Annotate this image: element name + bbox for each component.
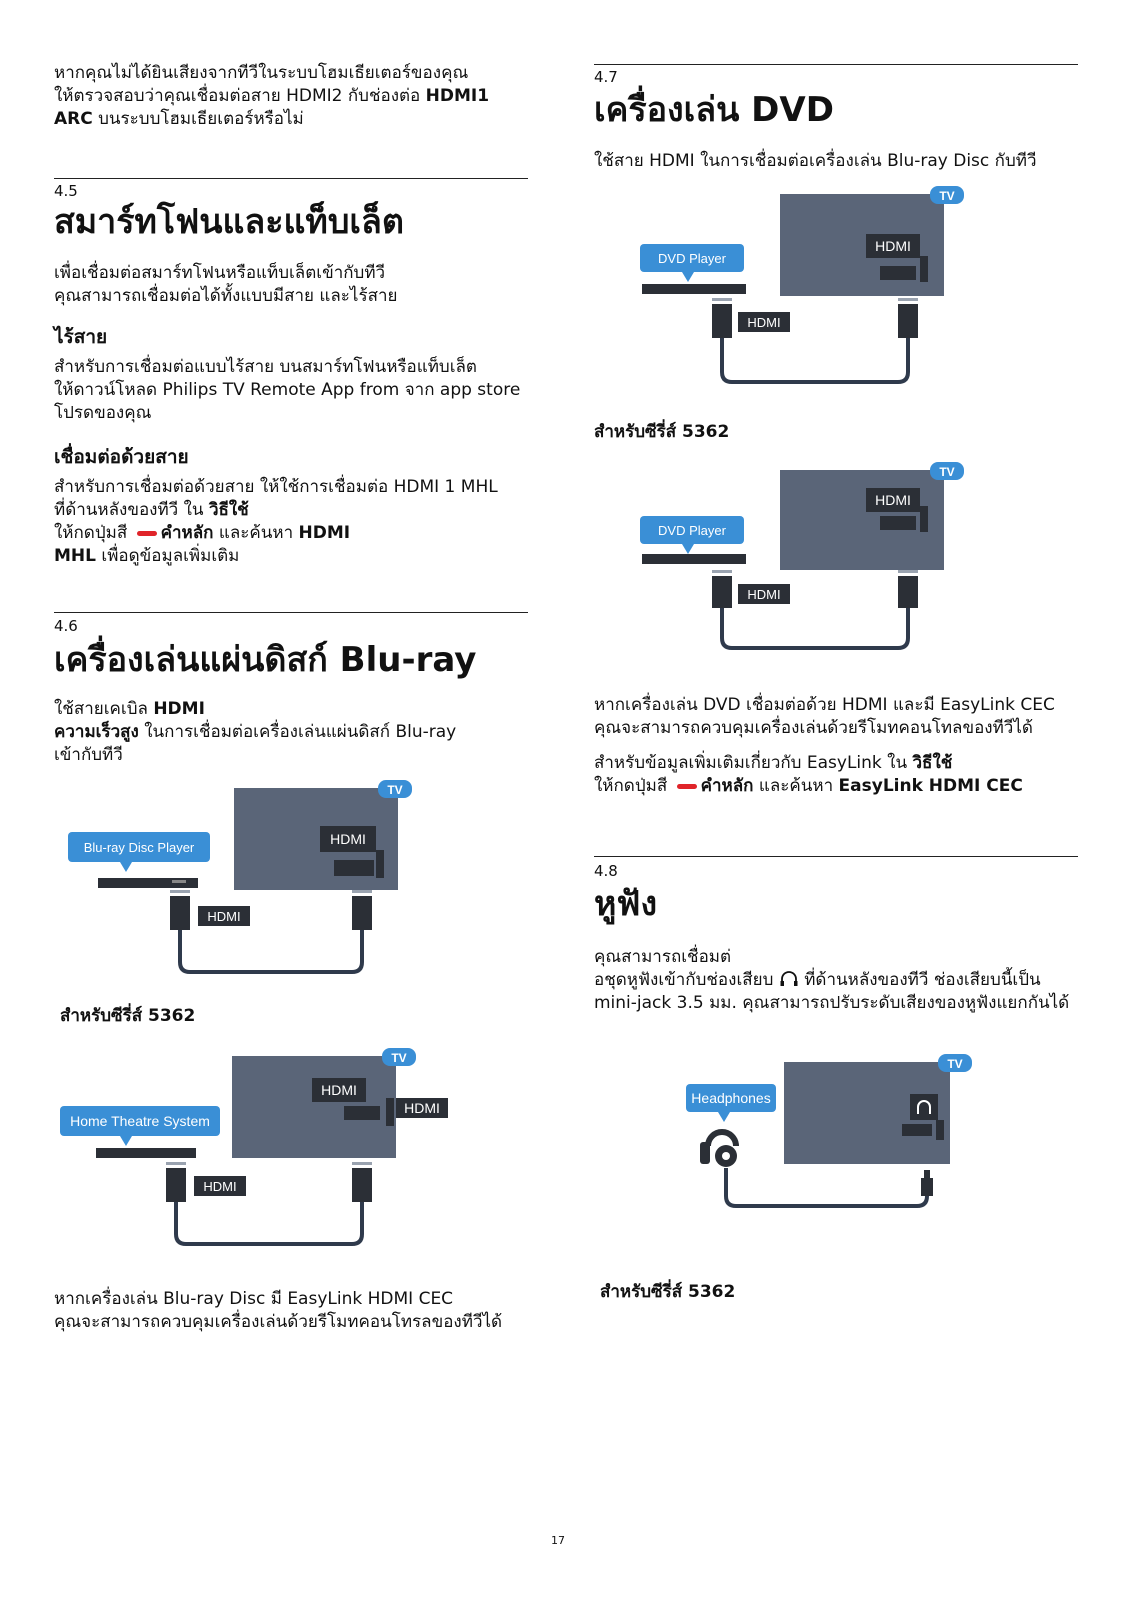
dvd-player-device [642, 554, 746, 564]
section-number: 4.7 [594, 68, 618, 86]
hdmi-port-label: HDMI [875, 492, 911, 508]
system-label: Home Theatre System [70, 1113, 210, 1129]
red-key-icon [137, 531, 157, 536]
tv-label: TV [947, 1057, 963, 1071]
section-rule-4-6 [54, 612, 528, 613]
home-theatre-device [96, 1148, 196, 1158]
tv-label: TV [391, 1051, 407, 1065]
section-title: หูฟัง [594, 884, 658, 924]
s47-footer2: สำหรับข้อมูลเพิ่มเติมเกี่ยวกับ EasyLink ใน วิธีใช้ ให้กดปุ่มสี คำหลัก และค้นหา EasyLink HDMI CEC [594, 753, 1023, 796]
section-title: เครื่องเล่น DVD [594, 90, 834, 130]
hdmi-cable [176, 1202, 362, 1244]
mini-jack-plug-icon [924, 1170, 930, 1178]
section-number: 4.8 [594, 862, 618, 880]
section-title: สมาร์ทโฟนและแท็บเล็ต [54, 202, 404, 242]
section-rule-4-8 [594, 856, 1078, 857]
section-number: 4.5 [54, 182, 78, 200]
hdmi-port-label-2: HDMI [404, 1100, 440, 1116]
tv-body [780, 470, 944, 570]
cable-label: HDMI [747, 315, 781, 330]
player-label: DVD Player [658, 523, 726, 538]
wired-body: สำหรับการเชื่อมต่อด้วยสาย ให้ใช้การเชื่อมต่อ HDMI 1 MHL ที่ด้านหลังของทีวี ใน วิธีใช้ ให้กดปุ่มสี คำหลัก และค้นหา HDMI MHL เพื่อดูข้อมูลเพิ่มเติม [54, 477, 498, 566]
tv-label: TV [939, 465, 955, 479]
wired-heading: เชื่อมต่อด้วยสาย [54, 446, 189, 468]
intro-paragraph: หากคุณไม่ได้ยินเสียงจากทีวีในระบบโฮมเธียเตอร์ของคุณ ให้ตรวจสอบว่าคุณเชื่อมต่อสาย HDMI2 กับช่องต่อ HDMI1 ARC บนระบบโฮมเธียเตอร์หรือไม่ [54, 63, 490, 129]
page-number: 17 [551, 1534, 565, 1547]
section-number: 4.6 [54, 617, 78, 635]
home-theatre-connection-diagram [56, 1048, 456, 1258]
section-rule-4-7 [594, 64, 1078, 65]
dvd-player-device [642, 284, 746, 294]
s47-body: ใช้สาย HDMI ในการเชื่อมต่อเครื่องเล่น Blu-ray Disc กับทีวี [594, 151, 1037, 171]
s45-body: เพื่อเชื่อมต่อสมาร์ทโฟนหรือแท็บเล็ตเข้ากับทีวี คุณสามารถเชื่อมต่อได้ทั้งแบบมีสาย และไร้สาย [54, 263, 398, 306]
section-rule-4-5 [54, 178, 528, 179]
s47-footer1: หากเครื่องเล่น DVD เชื่อมต่อด้วย HDMI และมี EasyLink CEC คุณจะสามารถควบคุมเครื่องเล่นด้วยรีโมทคอนโทลของทีวีได้ [594, 695, 1055, 738]
tv-label: TV [939, 189, 955, 203]
headphone-port-box [910, 1094, 938, 1120]
headphones-icon [779, 971, 799, 987]
figure-caption: สำหรับซีรี่ส์ 5362 [594, 422, 730, 442]
wireless-body: สำหรับการเชื่อมต่อแบบไร้สาย บนสมาร์ทโฟนหรือแท็บเล็ต ให้ดาวน์โหลด Philips TV Remote App from จาก app store โปรดของคุณ [54, 357, 521, 423]
hdmi-cable [722, 338, 908, 382]
hdmi-cable [722, 608, 908, 648]
dvd-5362-connection-diagram [630, 462, 970, 662]
hdmi-port-label: HDMI [875, 238, 911, 254]
headphones-connection-diagram [680, 1050, 980, 1250]
figure-caption: สำหรับซีรี่ส์ 5362 [600, 1282, 736, 1302]
s46-footer: หากเครื่องเล่น Blu-ray Disc มี EasyLink HDMI CEC คุณจะสามารถควบคุมเครื่องเล่นด้วยรีโมทคอนโทรลของทีวีได้ [54, 1289, 503, 1332]
tv-label: TV [387, 783, 403, 797]
cable-label: HDMI [207, 909, 241, 924]
hdmi-plug-icon [898, 576, 918, 608]
hdmi-plug-icon [712, 304, 732, 338]
headphones-device-icon [708, 1132, 736, 1146]
hdmi-port-icon [334, 860, 374, 876]
figure-caption: สำหรับซีรี่ส์ 5362 [60, 1006, 196, 1026]
hdmi-port-label: HDMI [321, 1082, 357, 1098]
section-title: เครื่องเล่นแผ่นดิสก์ Blu-ray [54, 640, 477, 680]
headphone-cable [726, 1168, 927, 1206]
headphones-label: Headphones [691, 1090, 771, 1106]
player-label: DVD Player [658, 251, 726, 266]
hdmi-plug-icon [170, 896, 190, 930]
s48-body: คุณสามารถเชื่อมต่ อชุดหูฟังเข้ากับช่องเสียบ ที่ด้านหลังของทีวี ช่องเสียบนี้เป็น mini-jack 3.5 มม. คุณสามารถปรับระดับเสียงของหูฟังแยกกันได้ [594, 947, 1070, 1013]
bluray-connection-diagram [60, 780, 420, 990]
hdmi-port-label: HDMI [330, 831, 366, 847]
s46-body: ใช้สายเคเบิล HDMI ความเร็วสูง ในการเชื่อมต่อเครื่องเล่นแผ่นดิสก์ Blu-ray เข้ากับทีวี [54, 699, 457, 765]
cable-label: HDMI [747, 587, 781, 602]
hdmi-cable [180, 930, 362, 972]
dvd-connection-diagram [630, 186, 970, 396]
hdmi-plug-icon [166, 1168, 186, 1202]
wireless-heading: ไร้สาย [54, 326, 108, 348]
player-label: Blu-ray Disc Player [83, 840, 195, 855]
cable-label: HDMI [203, 1179, 237, 1194]
hdmi-plug-icon [898, 304, 918, 338]
hdmi-plug-icon [712, 576, 732, 608]
hdmi-plug-icon [352, 1168, 372, 1202]
hdmi-plug-icon [352, 896, 372, 930]
red-key-icon [677, 784, 697, 789]
